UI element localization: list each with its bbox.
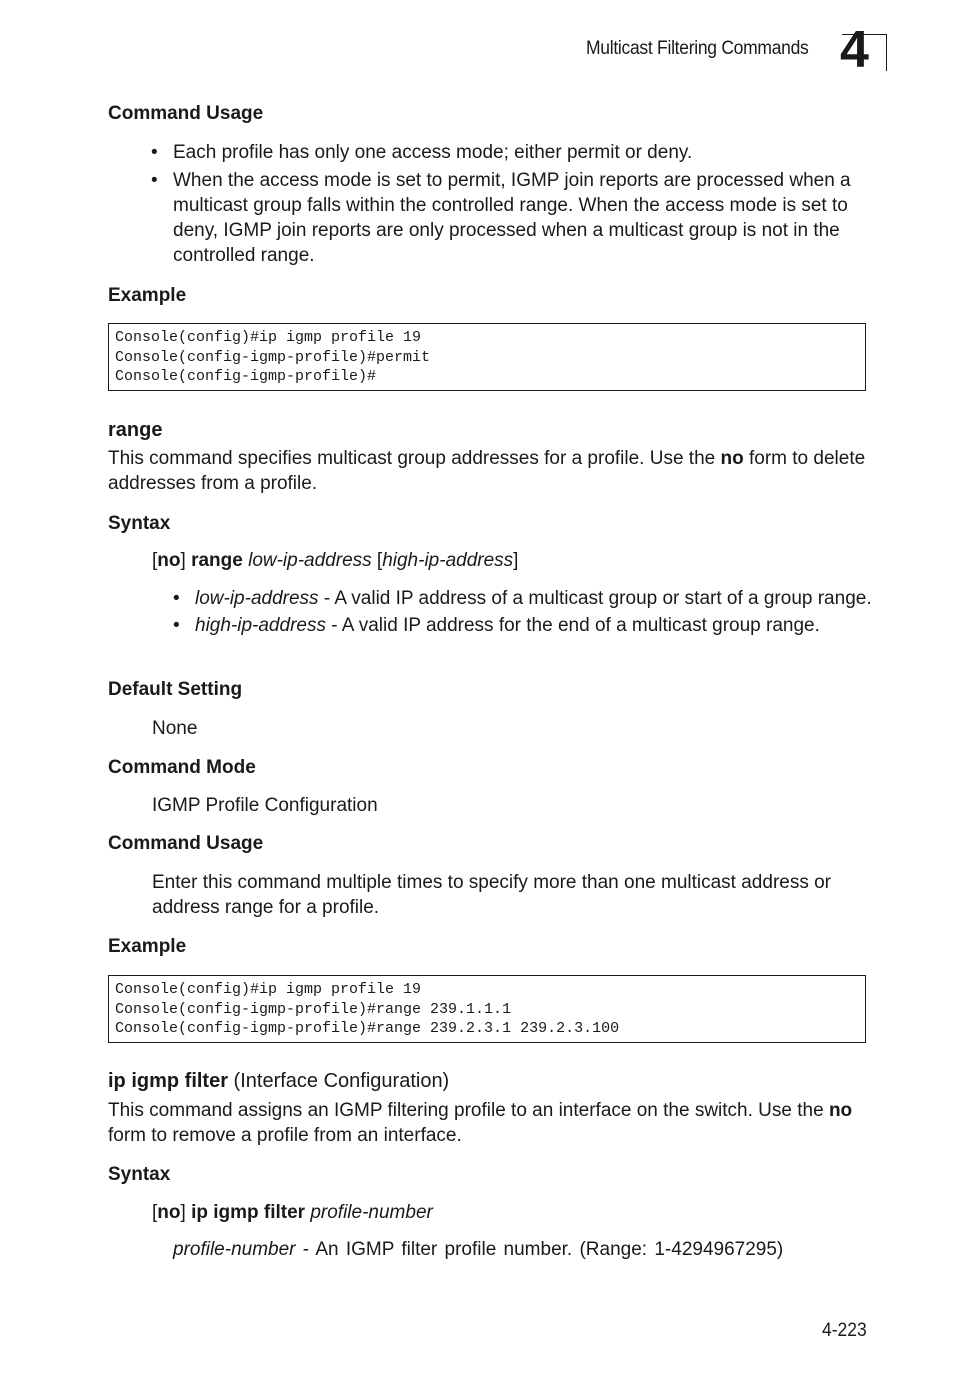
example-heading: Example (108, 285, 187, 306)
param-desc: - A valid IP address of a multicast group or start of a group range. (318, 588, 872, 609)
syntax-arg: low-ip-address (248, 550, 372, 571)
syntax-keyword: range (191, 550, 243, 571)
command-mode-heading: Command Mode (108, 757, 256, 778)
syntax-no: no (157, 550, 181, 571)
syntax-line (152, 1200, 433, 1225)
syntax-bracket: ] (180, 550, 192, 571)
code-example (108, 975, 866, 1043)
syntax-no: no (157, 1202, 181, 1223)
syntax-arg: profile-number (310, 1202, 433, 1223)
code-line: Console(config-igmp-profile)#permit (115, 348, 431, 366)
syntax-heading: Syntax (108, 513, 171, 534)
param-name: low-ip-address (195, 588, 319, 609)
chapter-number: 4 (840, 21, 869, 79)
command-description (108, 1098, 858, 1148)
command-mode-value: IGMP Profile Configuration (152, 795, 378, 816)
param-desc: - An IGMP filter profile number. (Range: 1-4294967295) (295, 1239, 784, 1260)
description-text: form to remove a profile from an interface. (108, 1125, 462, 1146)
description-text: This command assigns an IGMP filtering profile to an interface on the switch. Use the (108, 1100, 829, 1121)
command-usage-heading: Command Usage (108, 833, 264, 854)
syntax-keyword: ip igmp filter (191, 1202, 306, 1223)
syntax-bracket: [ (371, 550, 383, 571)
command-title-ip-igmp-filter (108, 1070, 449, 1093)
page-number: 4-223 (822, 1320, 867, 1341)
no-keyword: no (720, 448, 744, 469)
parameter-description (173, 1237, 873, 1262)
command-title-text: ip igmp filter (108, 1070, 228, 1092)
command-usage-text: Enter this command multiple times to specify more than one multicast address or address range for a profile. (152, 872, 832, 918)
syntax-bracket: [ (152, 1202, 158, 1223)
syntax-heading: Syntax (108, 1164, 171, 1185)
list-item: • Each profile has only one access mode; either permit or deny. (173, 140, 873, 165)
param-desc: - A valid IP address for the end of a multicast group range. (325, 615, 820, 636)
default-setting-value: None (152, 718, 198, 739)
command-usage-heading: Command Usage (108, 103, 264, 124)
code-line: Console(config-igmp-profile)# (115, 368, 377, 385)
param-name: profile-number (173, 1239, 296, 1260)
command-title-range: range (108, 419, 163, 441)
syntax-arg: high-ip-address (382, 550, 514, 571)
syntax-bracket: ] (180, 1202, 192, 1223)
description-text: This command specifies multicast group addresses for a profile. Use the (108, 448, 721, 469)
code-line: Console(config-igmp-profile)#range 239.2.3.1 239.2.3.100 (115, 1020, 620, 1037)
command-title-suffix: (Interface Configuration) (228, 1070, 450, 1092)
list-item: • When the access mode is set to permit, IGMP join reports are processed when a multicast group falls within the controlled range. When the access mode is set to deny, IGMP join reports are only processed when a multicast group is not in the controlled range. (173, 168, 873, 268)
command-description (108, 446, 878, 496)
syntax-bracket: [ (152, 550, 158, 571)
example-heading: Example (108, 936, 187, 957)
code-line: Console(config)#ip igmp profile 19 (115, 981, 422, 998)
list-item (195, 613, 875, 638)
code-line: Console(config)#ip igmp profile 19 (115, 329, 422, 346)
code-line: Console(config-igmp-profile)#range 239.1.1.1 (115, 1000, 512, 1018)
running-header-title: Multicast Filtering Commands (586, 38, 809, 59)
syntax-bracket: ] (513, 550, 519, 571)
default-setting-heading: Default Setting (108, 679, 243, 700)
syntax-line (152, 548, 872, 573)
no-keyword: no (828, 1100, 853, 1121)
param-name: high-ip-address (195, 615, 326, 636)
description-text: form to delete addresses from a profile. (108, 448, 866, 494)
command-usage-list (173, 140, 873, 268)
list-item (195, 586, 875, 611)
parameter-list (195, 586, 875, 638)
code-example (108, 323, 866, 391)
